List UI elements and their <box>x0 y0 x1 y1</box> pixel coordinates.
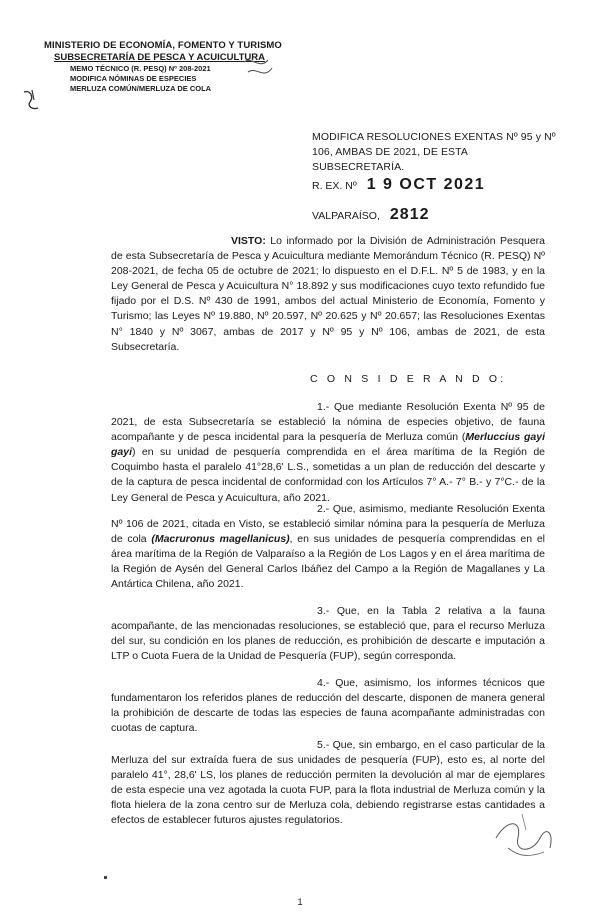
stamped-number: 2812 <box>389 206 430 223</box>
signature-mark-icon <box>238 52 278 88</box>
visto-paragraph <box>111 234 545 355</box>
visto-label: VISTO: <box>231 235 266 247</box>
species-label: MERLUZA COMÚN/MERLUZA DE COLA <box>70 84 212 93</box>
ministry-name: MINISTERIO DE ECONOMÍA, FOMENTO Y TURISMO <box>44 40 282 51</box>
stamped-date: 1 9 OCT 2021 <box>366 176 486 193</box>
place-line <box>312 206 429 224</box>
scientific-name: Merluccius gayi gayi <box>111 431 545 459</box>
paragraph-3: 3.- Que, en la Tabla 2 relativa a la fauna acompañante, de las mencionadas resoluciones, se estableció que, para el recurso Merluza del sur, su condición en los planes de reducción, es prohibición de descarte e imputación a LTP o Cuota Fuera de la Unidad de Pesquería (FUP), según corresponda. <box>111 605 545 663</box>
paragraph-2-text-b: , en sus unidades de pesquería comprendidas en el área marítima de la Región de Valparaíso a la Región de Los Lagos y en el área marítima de la Región de Aysén del General Carlos Ibáñez del Campo a la Región de Magallanes y La Antártica Chilena, año 2021. <box>111 533 545 591</box>
undersecretary-name: SUBSECRETARÍA DE PESCA Y ACUICULTURA <box>54 52 265 63</box>
paragraph-4: 4.- Que, asimismo, los informes técnicos que fundamentaron los referidos planes de reducción del descarte, disponen de manera general la prohibición de descarte de todas las especies de fauna acompañante administradas con cuotas de captura. <box>111 677 545 735</box>
paragraph-1 <box>111 400 545 506</box>
paragraph-2 <box>111 502 545 593</box>
place-label: VALPARAÍSO, <box>312 210 380 222</box>
memo-reference: MEMO TÉCNICO (R. PESQ) Nº 208-2021 <box>70 64 211 73</box>
page-number: 1 <box>297 897 303 908</box>
document-reference: MODIFICA RESOLUCIONES EXENTAS Nº 95 y Nº 106, AMBAS DE 2021, DE ESTA SUBSECRETARÍA. <box>312 131 556 173</box>
signature-initials-icon <box>488 808 560 870</box>
considerando-heading: C O N S I D E R A N D O: <box>310 373 507 385</box>
handwritten-initial-icon <box>20 88 44 114</box>
paragraph-1-text-b: ) en su unidad de pesquería comprendida en el área marítima de la Región de Coquimbo hasta el paralelo 41°28,6' L.S., sometidas a un plan de reducción del descarte y de la captura de pesca incidental de conformidad con los Artículos 7° A.- 7° B.- y 7°C.- de la Ley General de Pesca y Acuicultura, año 2021. <box>111 446 545 504</box>
scientific-name: (Macruronus magellanicus) <box>151 533 290 546</box>
rex-label: R. EX. Nº <box>312 180 357 192</box>
scan-speck <box>104 876 107 879</box>
paragraph-1-text-a: 1.- Que mediante Resolución Exenta Nº 95 de 2021, de esta Subsecretaría se estableció la nómina de especies objetivo, de fauna acompañante y de pesca incidental para la pesquería de Merluza común ( <box>111 401 545 444</box>
paragraph-5: 5.- Que, sin embargo, en el caso particular de la Merluza del sur extraída fuera de sus unidades de pesquería (FUP), esto es, al norte del paralelo 41°, 28,6' LS, los planes de reducción permiten la devolución al mar de ejemplares de esta especie una vez agotada la cuota FUP, para la flota industrial de Merluza común y la flota hielera de la zona centro sur de Merluza cola, debiendo registrarse estas cantidades a efectos de establecer futuros ajustes regulatorios. <box>111 739 545 827</box>
modifies-label: MODIFICA NÓMINAS DE ESPECIES <box>70 74 197 83</box>
resolution-number-line <box>312 176 485 194</box>
visto-text: Lo informado por la División de Administración Pesquera de esta Subsecretaría de Pesca y Acuicultura mediante Memorándum Técnico (R. PESQ) Nº 208-2021, de fecha 05 de octubre de 2021; lo dispuesto en el D.F.L. Nº 5 de 1983, y en la Ley General de Pesca y Acuicultura N° 18.892 y sus modificaciones cuyo texto refundido fue fijado por el D.S. Nº 430 de 1991, ambos del actual Ministerio de Economía, Fomento y Turismo; las Leyes Nº 19.880, Nº 20.597, Nº 20.625 y Nº 20.657; las Resoluciones Exentas N° 1840 y Nº 3067, ambas de 2017 y Nº 95 y Nº 106, ambas de 2021, de esta Subsecretaría. <box>111 235 545 353</box>
paragraph-2-text-a: 2.- Que, asimismo, mediante Resolución Exenta Nº 106 de 2021, citada en Visto, se estableció similar nómina para la pesquería de Merluza de cola <box>111 503 545 546</box>
